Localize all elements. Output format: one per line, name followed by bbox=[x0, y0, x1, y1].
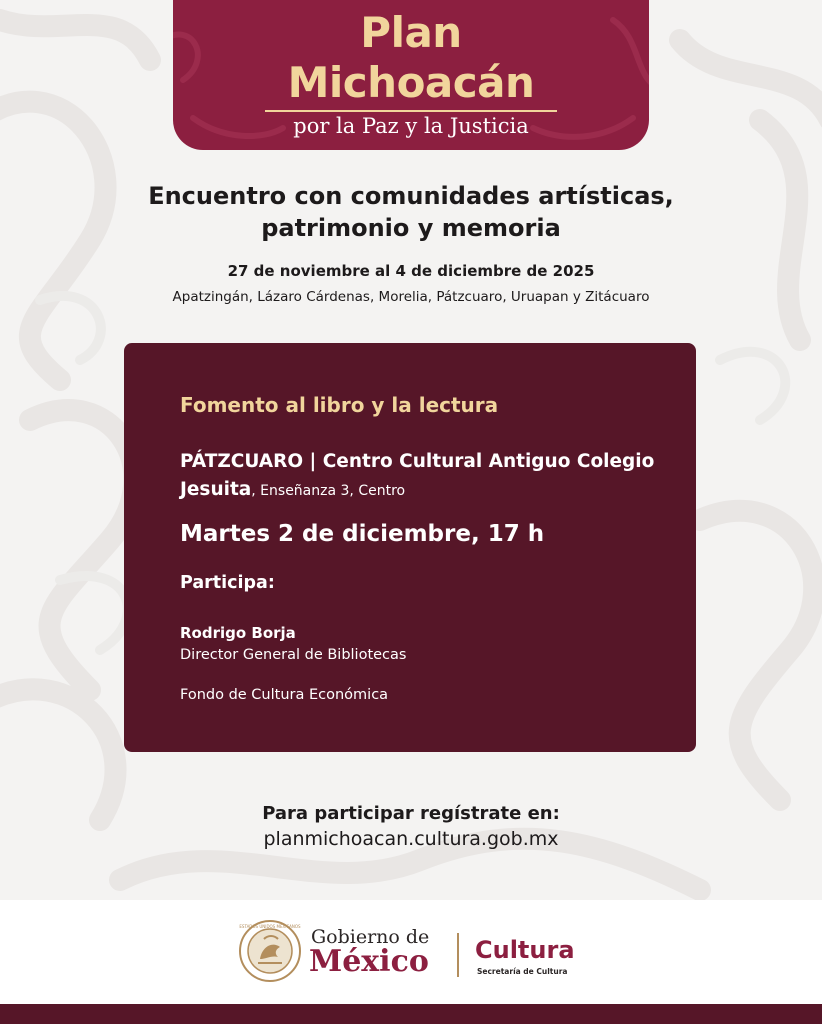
cultura-logo: Cultura bbox=[475, 936, 575, 964]
activity-card bbox=[124, 343, 696, 752]
register-url-link[interactable]: planmichoacan.cultura.gob.mx bbox=[263, 828, 559, 850]
venue-address: , Enseñanza 3, Centro bbox=[251, 483, 406, 499]
organization: Fondo de Cultura Económica bbox=[180, 687, 389, 703]
gobierno-line1: Gobierno de bbox=[311, 926, 430, 948]
venue-name: PÁTZCUARO | Centro Cultural Antiguo Colegio Jesuita bbox=[180, 451, 655, 500]
activity-title: Fomento al libro y la lectura bbox=[180, 393, 499, 417]
bottom-bar bbox=[0, 1004, 822, 1024]
footer bbox=[0, 900, 822, 1004]
activity-datetime: Martes 2 de diciembre, 17 h bbox=[180, 521, 545, 547]
event-places: Apatzingán, Lázaro Cárdenas, Morelia, Pátzcuaro, Uruapan y Zitácuaro bbox=[172, 289, 650, 305]
event-title-line1: Encuentro con comunidades artísticas, bbox=[148, 182, 674, 210]
event-title-line2: patrimonio y memoria bbox=[261, 214, 561, 242]
event-dates: 27 de noviembre al 4 de diciembre de 2025 bbox=[227, 262, 595, 280]
plan-logo-subtitle: por la Paz y la Justicia bbox=[293, 114, 529, 138]
register-label: Para participar regístrate en: bbox=[262, 803, 560, 824]
gobierno-line2: México bbox=[309, 944, 429, 979]
cultura-subtitle: Secretaría de Cultura bbox=[477, 967, 568, 976]
footer-divider bbox=[457, 933, 459, 977]
event-title bbox=[60, 180, 762, 244]
plan-logo-rule bbox=[265, 110, 557, 112]
seal-text: ESTADOS UNIDOS MEXICANOS bbox=[239, 924, 301, 929]
plan-logo-line2: Michoacán bbox=[287, 58, 535, 107]
participant-role: Director General de Bibliotecas bbox=[180, 647, 407, 663]
plan-logo-line1: Plan bbox=[360, 8, 462, 57]
venue bbox=[180, 448, 660, 505]
participa-label: Participa: bbox=[180, 573, 275, 593]
participant-name: Rodrigo Borja bbox=[180, 624, 296, 642]
coat-of-arms-icon bbox=[238, 919, 302, 983]
header-banner bbox=[173, 0, 649, 150]
